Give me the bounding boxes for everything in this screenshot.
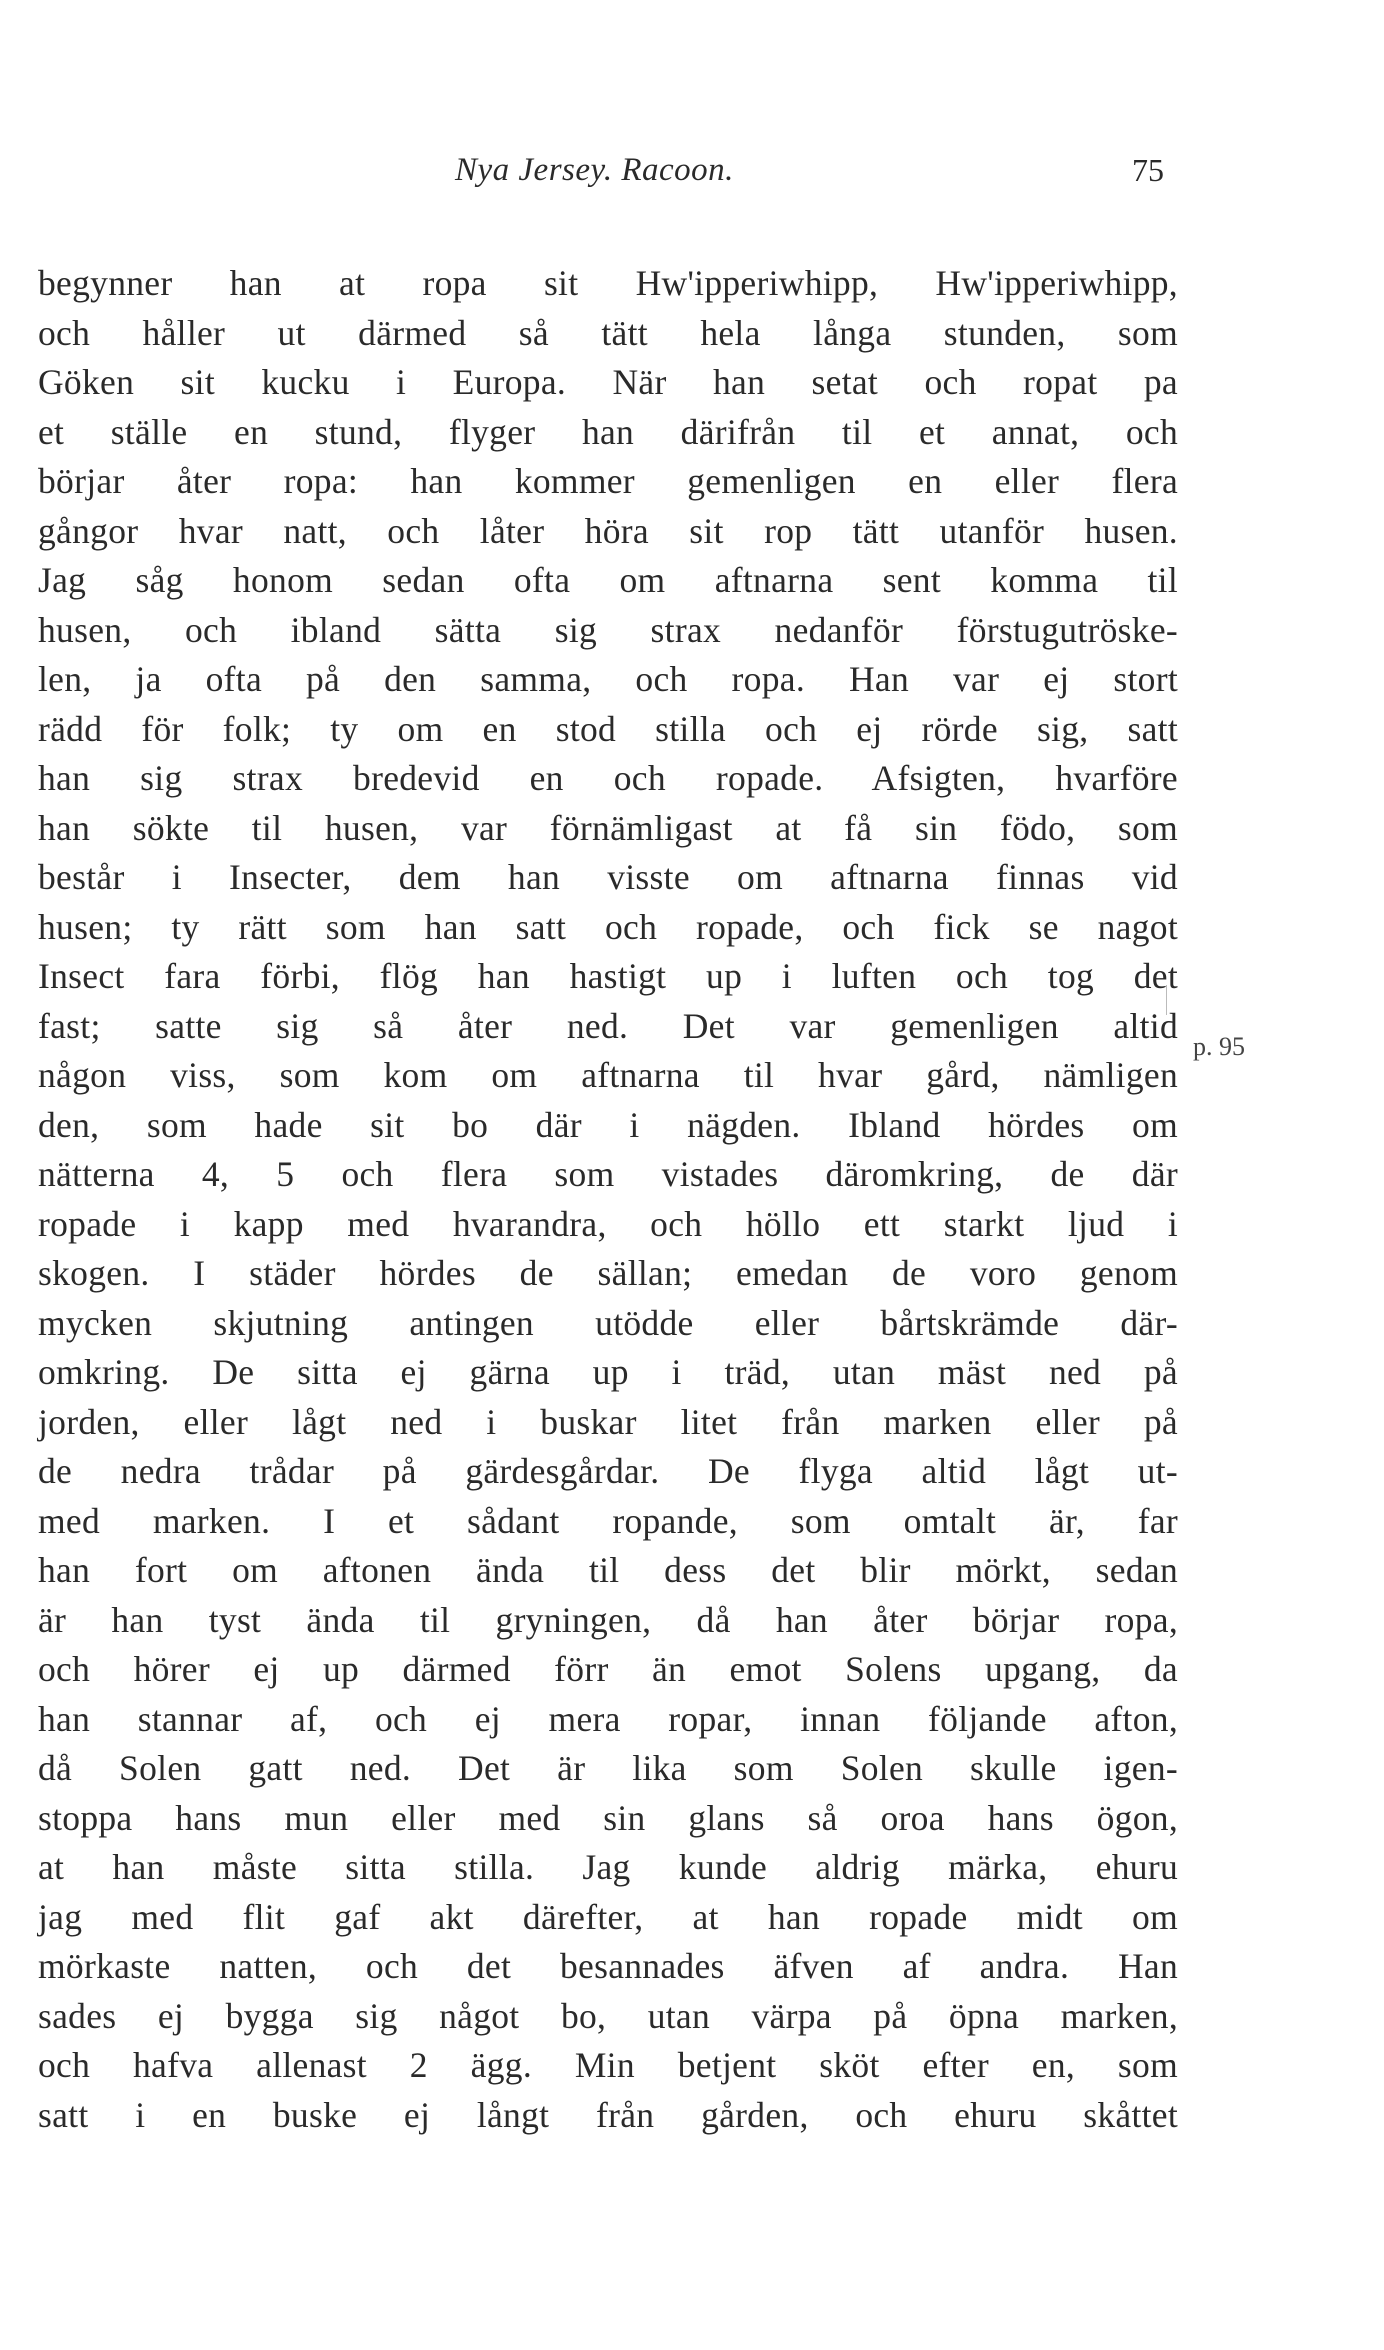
text-line: gångor hvar natt, och låter höra sit rop tätt utanför husen. <box>38 510 1178 551</box>
text-line: och hörer ej up därmed förr än emot Solens upgang, da <box>38 1649 1178 1689</box>
text-line: Insect fara förbi, flög han hastigt up i luften och tog det <box>38 956 1178 996</box>
running-title: Nya Jersey. Racoon. <box>455 152 734 188</box>
text-line: skogen. I städer hördes de sällan; emedan de voro genom <box>38 1253 1178 1293</box>
text-line: husen; ty rätt som han satt och ropade, och fick se nagot <box>38 906 1178 947</box>
text-line: jorden, eller lågt ned i buskar litet från marken eller på <box>38 1401 1178 1442</box>
text-line: Jag såg honom sedan ofta om aftnarna sent komma til <box>38 560 1178 600</box>
text-line: någon viss, som kom om aftnarna til hvar gård, nämligen <box>38 1055 1178 1095</box>
text-line: Göken sit kucku i Europa. När han setat och ropat pa <box>38 362 1178 402</box>
text-line: den, som hade sit bo där i nägden. Ibland hördes om <box>38 1104 1178 1145</box>
page-number: 75 <box>1132 152 1164 188</box>
text-line: han sig strax bredevid en och ropade. Afsigten, hvarföre <box>38 758 1178 798</box>
text-line: jag med flit gaf akt därefter, at han ropade midt om <box>38 1896 1178 1937</box>
text-line: med marken. I et sådant ropande, som omtalt är, far <box>38 1500 1178 1541</box>
text-line: han sökte til husen, var förnämligast at få sin födo, som <box>38 807 1178 848</box>
text-line: sades ej bygga sig något bo, utan värpa på öpna marken, <box>38 1995 1178 2036</box>
text-line: satt i en buske ej långt från gården, och ehuru skåttet <box>38 2094 1178 2135</box>
text-line: mycken skjutning antingen utödde eller bårtskrämde där- <box>38 1302 1178 1343</box>
body-text <box>38 259 1178 2140</box>
text-line: omkring. De sitta ej gärna up i träd, utan mäst ned på <box>38 1352 1178 1392</box>
text-line: består i Insecter, dem han visste om aftnarna finnas vid <box>38 857 1178 897</box>
running-head <box>0 152 1384 202</box>
text-line: len, ja ofta på den samma, och ropa. Han var ej stort <box>38 659 1178 699</box>
text-line: at han måste sitta stilla. Jag kunde aldrig märka, ehuru <box>38 1847 1178 1887</box>
text-line: och håller ut därmed så tätt hela långa stunden, som <box>38 312 1178 353</box>
text-line: fast; satte sig så åter ned. Det var gemenligen altid <box>38 1005 1178 1046</box>
text-line: då Solen gatt ned. Det är lika som Solen skulle igen- <box>38 1748 1178 1788</box>
text-line: han fort om aftonen ända til dess det blir mörkt, sedan <box>38 1550 1178 1590</box>
text-line: mörkaste natten, och det besannades äfven af andra. Han <box>38 1946 1178 1986</box>
margin-page-reference: p. 95 <box>1193 1032 1245 1061</box>
text-line: husen, och ibland sätta sig strax nedanför förstugutröske- <box>38 609 1178 650</box>
text-line: de nedra trådar på gärdesgårdar. De flyga altid lågt ut- <box>38 1451 1178 1491</box>
text-line: ropade i kapp med hvarandra, och höllo ett starkt ljud i <box>38 1203 1178 1244</box>
text-line: börjar åter ropa: han kommer gemenligen en eller flera <box>38 461 1178 501</box>
text-line: rädd för folk; ty om en stod stilla och ej rörde sig, satt <box>38 708 1178 749</box>
text-line: han stannar af, och ej mera ropar, innan följande afton, <box>38 1698 1178 1739</box>
text-line: är han tyst ända til gryningen, då han åter börjar ropa, <box>38 1599 1178 1640</box>
text-line: och hafva allenast 2 ägg. Min betjent sköt efter en, som <box>38 2045 1178 2085</box>
text-line: begynner han at ropa sit Hw'ipperiwhipp, Hw'ipperiwhipp, <box>38 263 1178 303</box>
text-line: nätterna 4, 5 och flera som vistades däromkring, de där <box>38 1154 1178 1194</box>
text-line: et ställe en stund, flyger han därifrån til et annat, och <box>38 411 1178 452</box>
text-line: stoppa hans mun eller med sin glans så oroa hans ögon, <box>38 1797 1178 1838</box>
